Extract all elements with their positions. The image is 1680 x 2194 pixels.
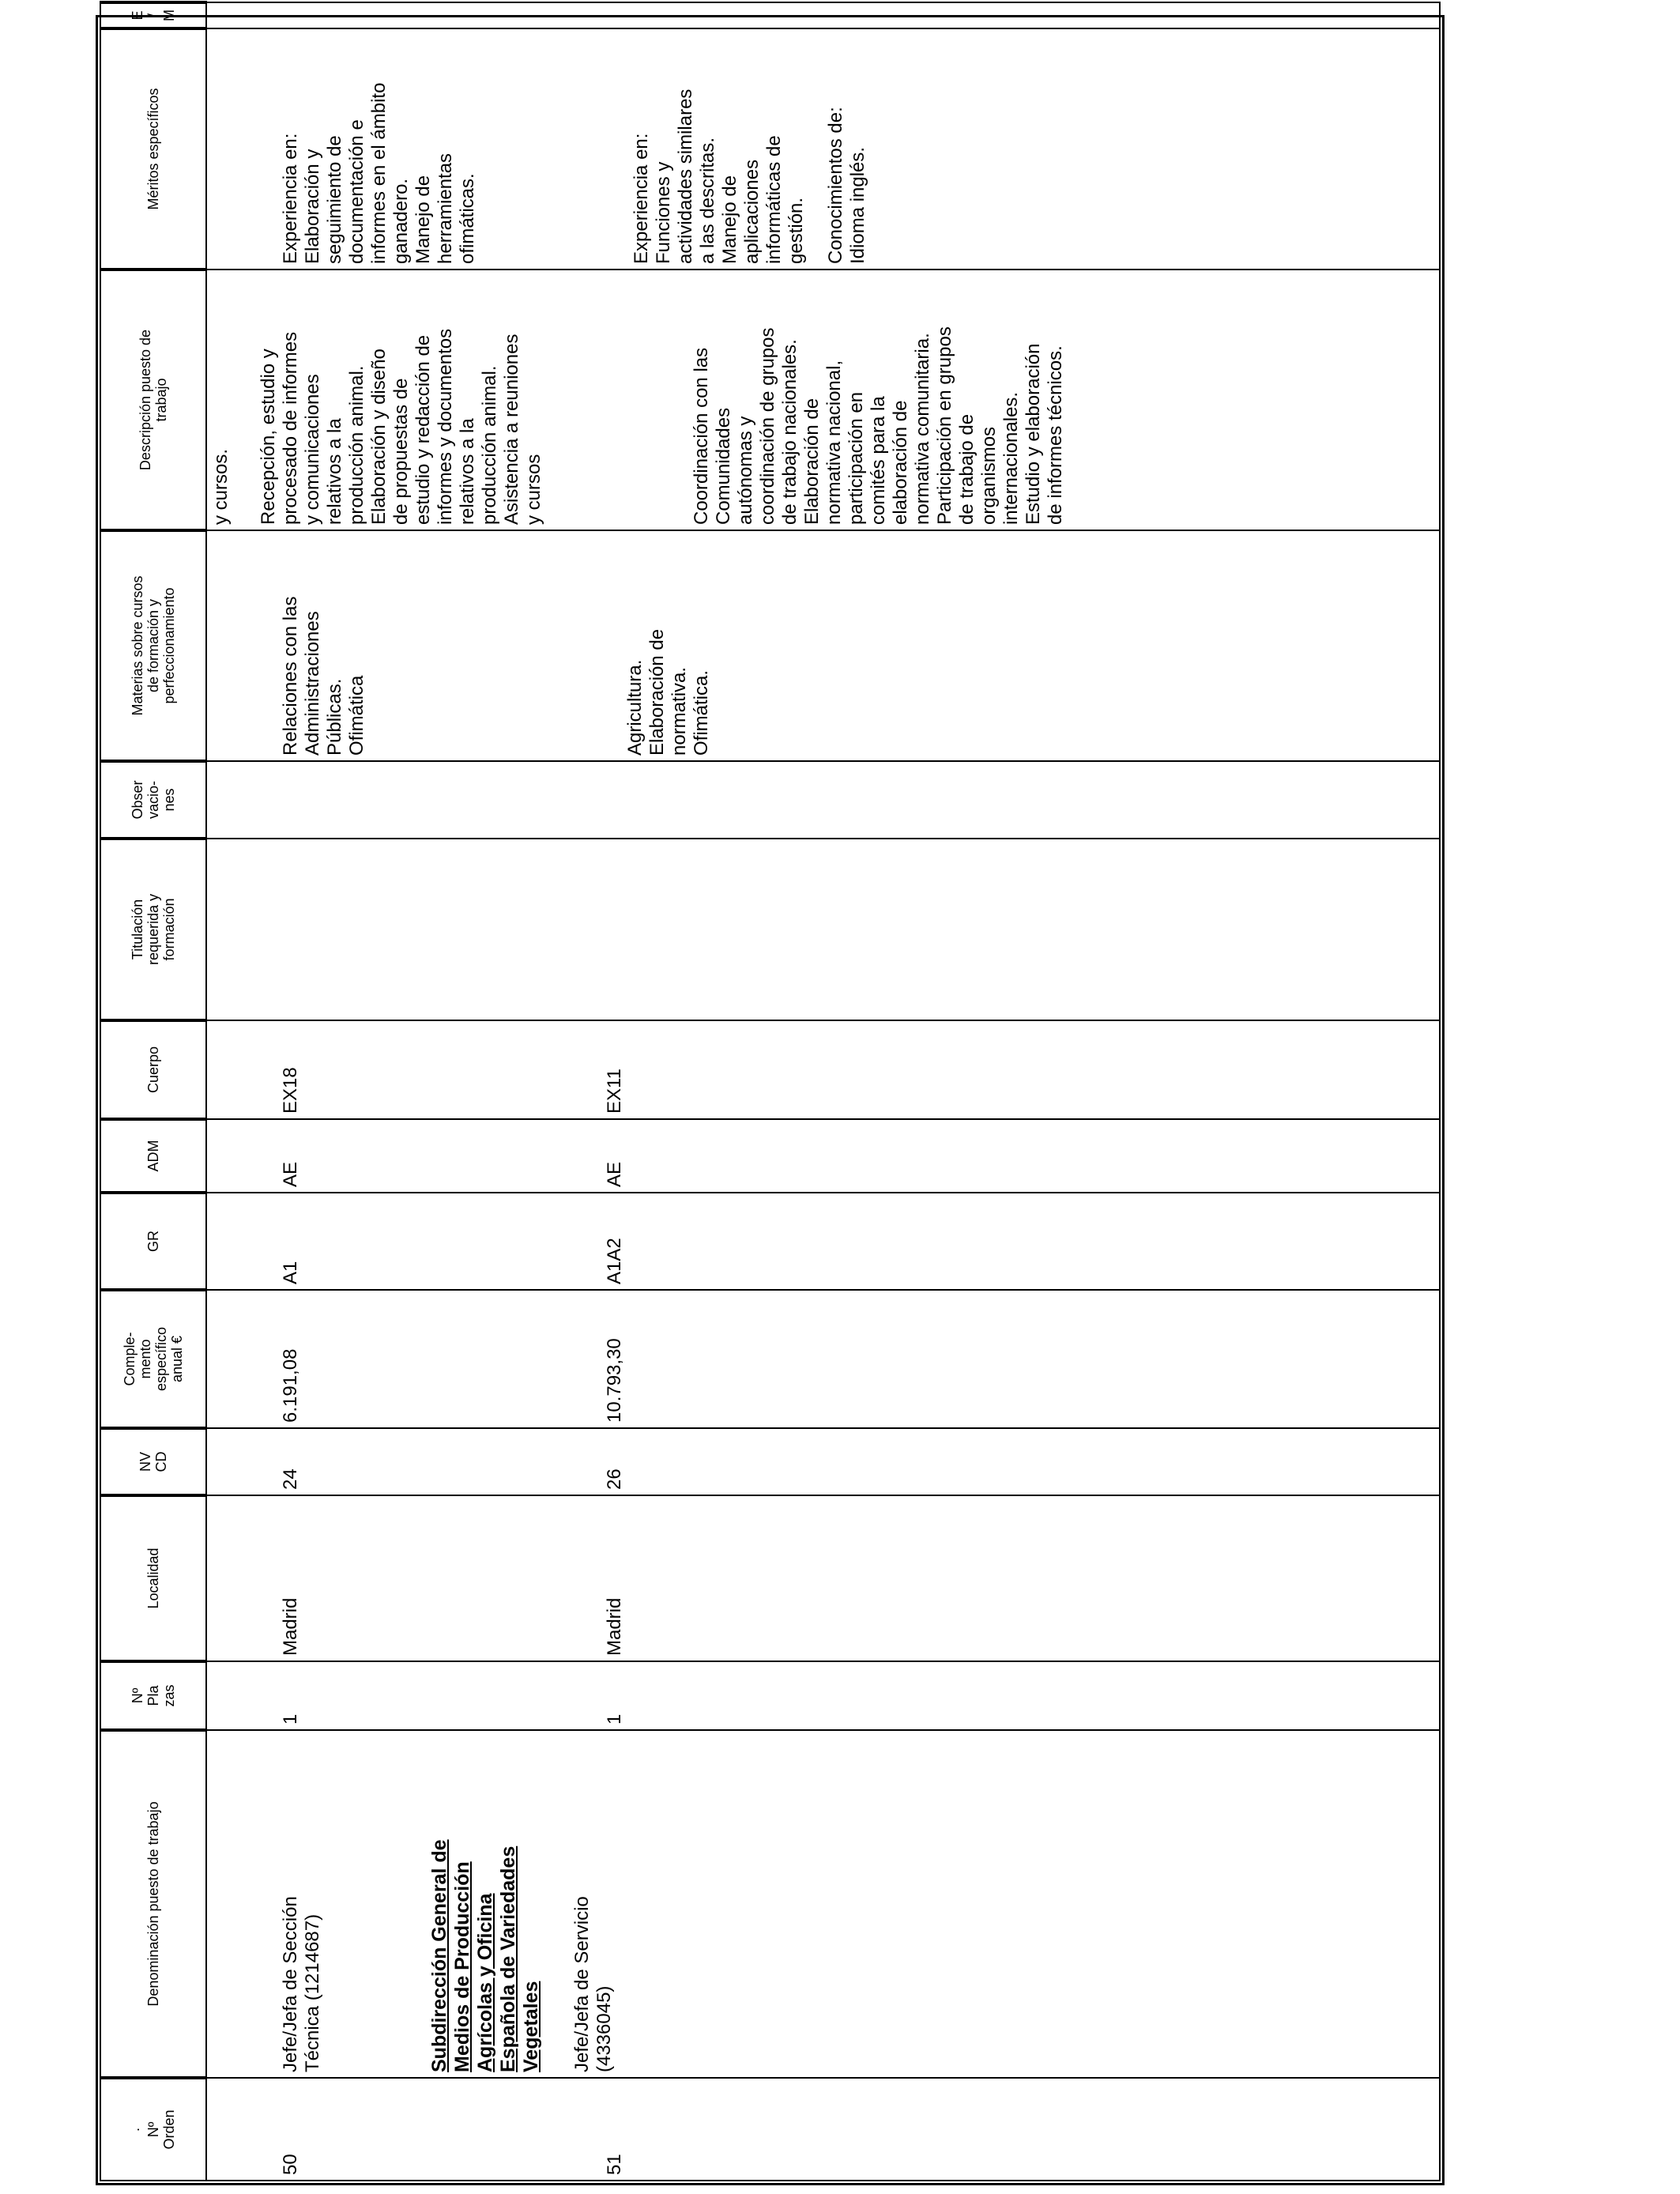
row-51-complemento: 10.793,30: [604, 1338, 625, 1423]
observaciones-cell: [206, 761, 1440, 839]
header-materias: Materias sobre cursos de formación y perfeccionamiento: [100, 530, 206, 761]
row-51-descripcion-2: Elaboración de normativa nacional, participación en comités para la elaboración de normativa comunitaria.: [801, 333, 933, 525]
row-50-cuerpo: EX18: [280, 1067, 301, 1114]
materias-cell: [206, 530, 1440, 761]
row-51-materia-1: Agricultura.: [624, 659, 646, 756]
row-50-descripcion-2: Elaboración y diseño de propuestas de estudio y redacción de informes y documentos relativos a la producción animal.: [368, 328, 500, 525]
row-51-grupo: A1A2: [604, 1238, 625, 1284]
row-50-meritos-3: Manejo de herramientas ofimáticas.: [412, 153, 478, 264]
header-plazas: Nº Pla zas: [100, 1661, 206, 1730]
header-adm: ADM: [100, 1119, 206, 1193]
header-orden: · Nº Orden: [100, 2078, 206, 2181]
localidad-cell: [206, 1495, 1440, 1661]
row-51-adm: AE: [604, 1161, 625, 1187]
row-50-adm: AE: [280, 1161, 301, 1187]
adm-cell: [206, 1119, 1440, 1193]
row-51-materia-3: Ofimática.: [691, 669, 712, 756]
header-localidad: Localidad: [100, 1495, 206, 1661]
row-50-grupo: A1: [280, 1261, 301, 1284]
row-51-plazas: 1: [604, 1713, 625, 1725]
row-51-descripcion-4: Estudio y elaboración de informes técnicos.: [1023, 343, 1066, 525]
row-51-cuerpo: EX11: [604, 1069, 625, 1114]
header-grupo: GR: [100, 1193, 206, 1290]
row-51-meritos-1: Experiencia en:: [631, 133, 652, 264]
row-50-plazas: 1: [280, 1713, 301, 1725]
header-meritos: Méritos específicos: [100, 28, 206, 270]
header-cuerpo: Cuerpo: [100, 1020, 206, 1119]
orden-cell: [206, 2078, 1440, 2181]
row-51-descripcion-3: Participación en grupos de trabajo de organismos internacionales.: [934, 326, 1022, 525]
header-descripcion: Descripción puesto de trabajo: [100, 270, 206, 530]
row-51-meritos-3: Manejo de aplicaciones informáticas de gestión.: [719, 135, 807, 264]
grupo-cell: [206, 1193, 1440, 1290]
cuerpo-cell: [206, 1020, 1440, 1119]
row-50-meritos-1: Experiencia en:: [280, 133, 301, 264]
row-50-complemento: 6.191,08: [280, 1348, 301, 1423]
header-em: E / M: [100, 2, 206, 28]
row-50-localidad: Madrid: [280, 1597, 301, 1656]
row-50-materia-2: Ofimática: [346, 675, 367, 756]
header-titulacion: Titulación requerida y formación: [100, 839, 206, 1020]
row-51-nivel: 26: [604, 1468, 625, 1490]
row-50-materia-1: Relaciones con las Administraciones Públicas.: [280, 596, 345, 756]
complemento-cell: [206, 1290, 1440, 1428]
row-50-denominacion: Jefe/Jefa de Sección Técnica (1214687): [280, 1896, 323, 2072]
plazas-cell: [206, 1661, 1440, 1730]
table-body-row: [206, 2, 1440, 2181]
header-row: [100, 2, 206, 2181]
header-nivel: NV CD: [100, 1428, 206, 1495]
row-50-descripcion-1: Recepción, estudio y procesado de informes y comunicaciones relativos a la producción animal.: [258, 331, 367, 525]
header-denominacion: Denominación puesto de trabajo: [100, 1730, 206, 2078]
header-observaciones: Obser vacio- nes: [100, 761, 206, 839]
header-complemento: Comple- mento específico anual €: [100, 1290, 206, 1428]
positions-table: [100, 1, 1441, 2181]
row-51-meritos-4: Conocimientos de:: [825, 107, 846, 264]
row-50-meritos-2: Elaboración y seguimiento de documentación e informes en el ámbito ganadero.: [302, 82, 412, 264]
row-50-nivel: 24: [280, 1468, 301, 1490]
row-51-descripcion-1: Coordinación con las Comunidades autónomas y coordinación de grupos de trabajo nacionales.: [691, 327, 800, 525]
section-heading: Subdirección General de Medios de Producción Agrícolas y Oficina Española de Variedades Vegetales: [428, 1839, 542, 2072]
continuation-descripcion: y cursos.: [210, 448, 232, 525]
row-50-descripcion-3: Asistencia a reuniones y cursos: [501, 334, 544, 525]
denominacion-cell: [206, 1730, 1440, 2078]
meritos-cell: [206, 28, 1440, 270]
titulacion-cell: [206, 839, 1440, 1020]
row-51-meritos-2: Funciones y actividades similares a las descritas.: [653, 89, 718, 264]
em-cell: [206, 2, 1440, 28]
row-51-orden: 51: [604, 2154, 625, 2175]
row-51-localidad: Madrid: [604, 1597, 625, 1656]
row-51-meritos-5: Idioma inglés.: [847, 146, 868, 264]
descripcion-cell: [206, 270, 1440, 530]
row-51-denominacion: Jefe/Jefa de Servicio (4336045): [571, 1896, 615, 2072]
row-50-orden: 50: [280, 2154, 301, 2175]
row-51-materia-2: Elaboración de normativa.: [646, 628, 690, 756]
nivel-cell: [206, 1428, 1440, 1495]
